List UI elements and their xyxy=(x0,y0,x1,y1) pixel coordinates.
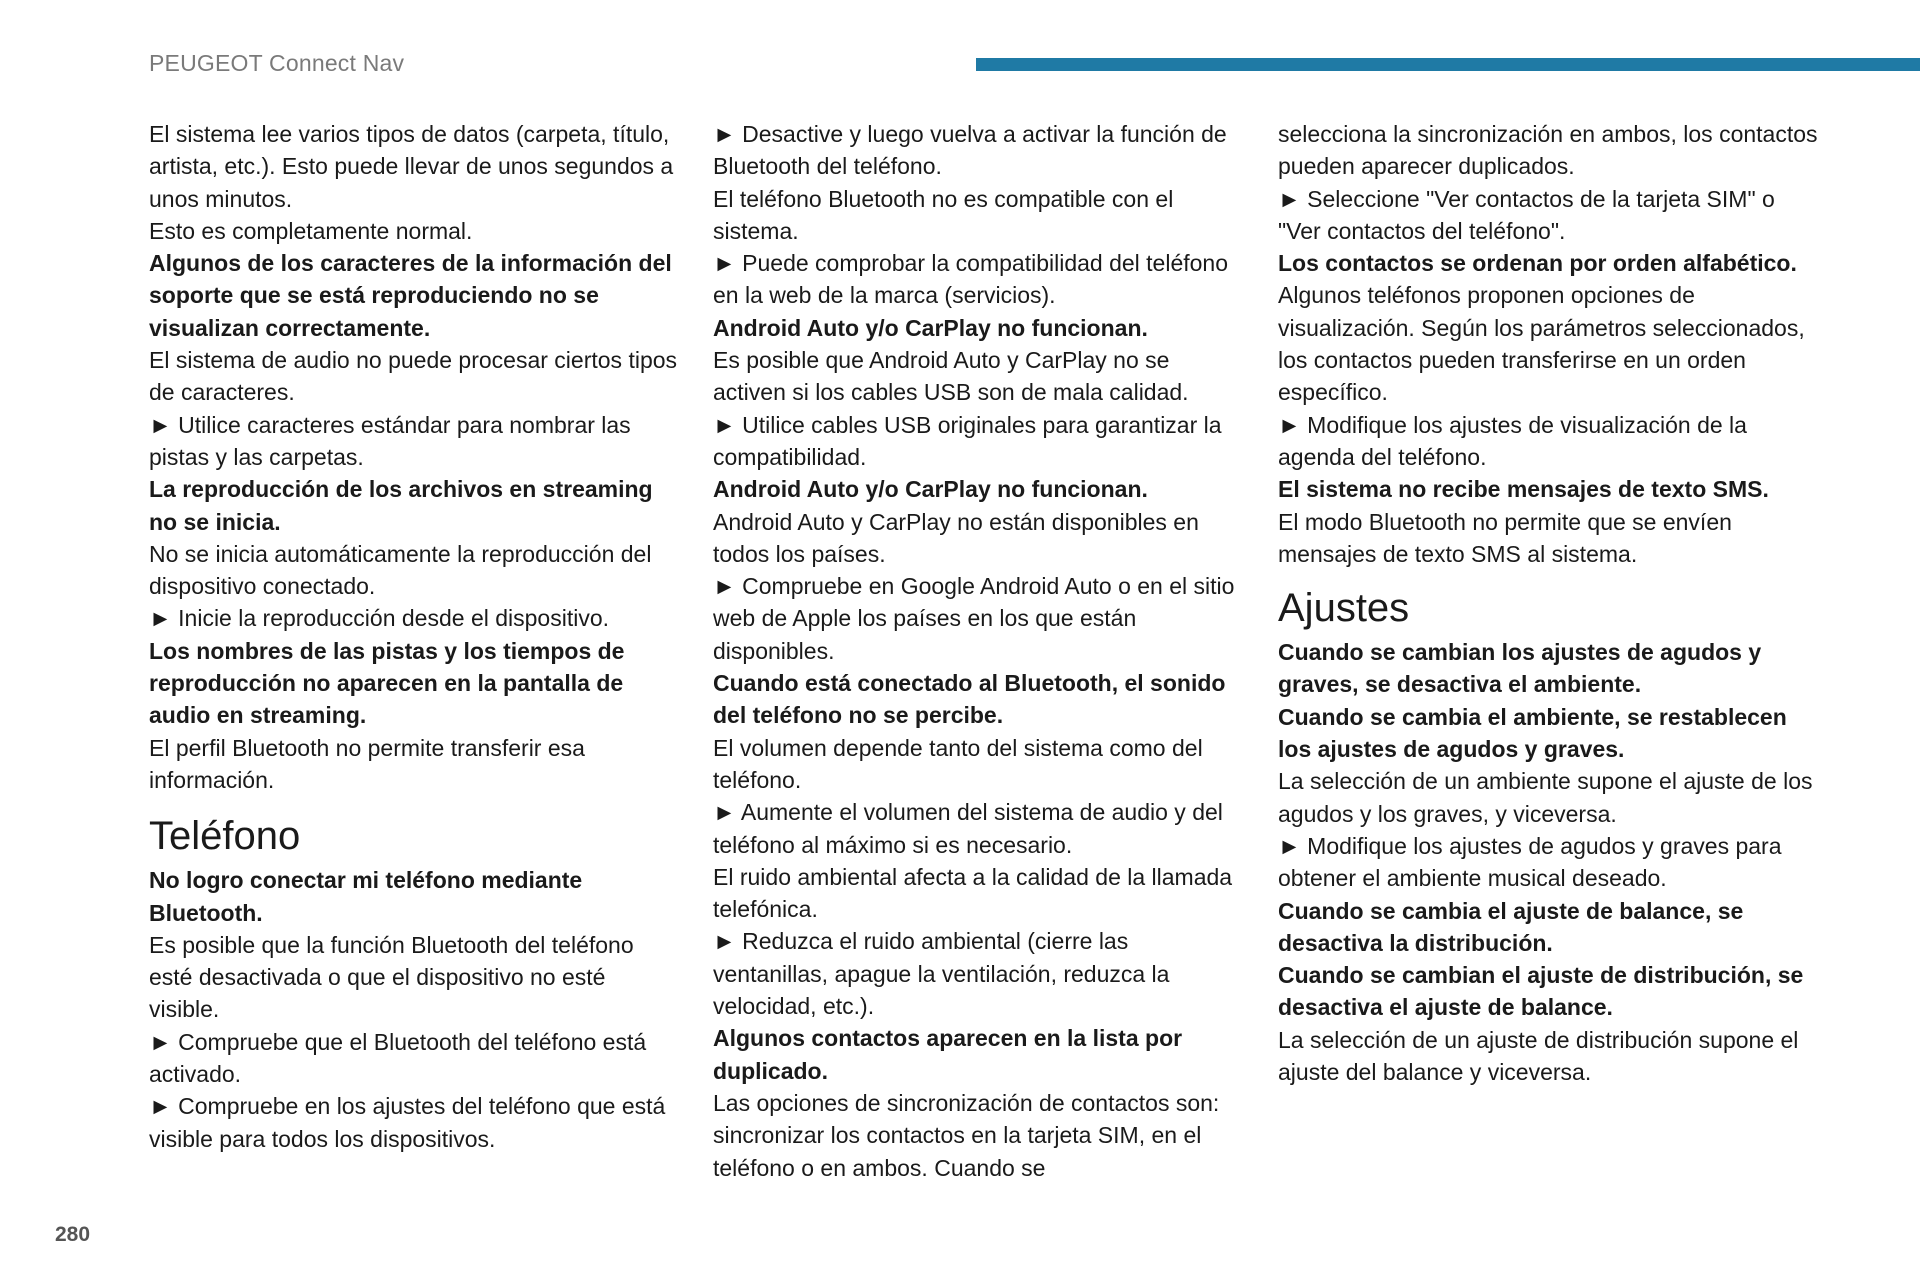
troubleshooting-question: Algunos de los caracteres de la información del soporte que se está reproduciendo no se visualizan correctamente. xyxy=(149,250,672,341)
body-paragraph: selecciona la sincronización en ambos, los contactos pueden aparecer duplicados. xyxy=(1278,121,1818,180)
action-step: ► Aumente el volumen del sistema de audio y del teléfono al máximo si es necesario. xyxy=(713,799,1223,858)
troubleshooting-question: Los contactos se ordenan por orden alfabético. xyxy=(1278,250,1797,277)
action-step: ► Compruebe en los ajustes del teléfono que está visible para todos los dispositivos. xyxy=(149,1093,666,1152)
page-number: 280 xyxy=(55,1223,91,1246)
body-paragraph: El sistema de audio no puede procesar ciertos tipos de caracteres. xyxy=(149,347,678,406)
header-accent-bar xyxy=(976,58,1920,71)
body-paragraph: La selección de un ajuste de distribución supone el ajuste del balance y viceversa. xyxy=(1278,1026,1799,1086)
troubleshooting-question: Cuando está conectado al Bluetooth, el sonido del teléfono no se percibe. xyxy=(713,670,1226,729)
body-paragraph: Es posible que la función Bluetooth del teléfono esté desactivada o que el dispositivo no esté visible. xyxy=(149,931,634,1023)
action-step: ► Inicie la reproducción desde el dispositivo. xyxy=(149,605,610,632)
troubleshooting-question: Cuando se cambia el ajuste de balance, se desactiva la distribución. xyxy=(1278,897,1744,956)
troubleshooting-question: Cuando se cambian los ajustes de agudos y graves, se desactiva el ambiente. xyxy=(1278,639,1762,698)
troubleshooting-question: Algunos contactos aparecen en la lista por duplicado. xyxy=(713,1025,1183,1084)
troubleshooting-question: Los nombres de las pistas y los tiempos de reproducción no aparecen en la pantalla de audio en streaming. xyxy=(149,637,625,729)
troubleshooting-question: No logro conectar mi teléfono mediante Bluetooth. xyxy=(149,867,583,926)
body-paragraph: El volumen depende tanto del sistema como del teléfono. xyxy=(713,734,1203,793)
action-step: ► Puede comprobar la compatibilidad del teléfono en la web de la marca (servicios). xyxy=(713,250,1229,309)
troubleshooting-question: Android Auto y/o CarPlay no funcionan. xyxy=(713,476,1148,503)
body-paragraph: La selección de un ambiente supone el ajuste de los agudos y los graves, y viceversa. xyxy=(1278,768,1813,827)
body-paragraph: El sistema lee varios tipos de datos (carpeta, título, artista, etc.). Esto puede llevar de unos segundos a unos minutos. xyxy=(149,121,674,212)
body-paragraph: El ruido ambiental afecta a la calidad de la llamada telefónica. xyxy=(713,863,1233,923)
action-step: ► Seleccione "Ver contactos de la tarjeta SIM" o "Ver contactos del teléfono". xyxy=(1278,185,1775,244)
action-step: ► Modifique los ajustes de agudos y graves para obtener el ambiente musical deseado. xyxy=(1278,832,1782,892)
running-header-title: PEUGEOT Connect Nav xyxy=(149,50,405,76)
action-step: ► Utilice cables USB originales para garantizar la compatibilidad. xyxy=(713,411,1222,470)
body-paragraph: Es posible que Android Auto y CarPlay no se activen si los cables USB son de mala calidad. xyxy=(713,347,1189,406)
text-column-1 xyxy=(149,118,679,1155)
body-paragraph: El teléfono Bluetooth no es compatible con el sistema. xyxy=(713,185,1174,244)
action-step: ► Utilice caracteres estándar para nombrar las pistas y las carpetas. xyxy=(149,411,631,470)
action-step: ► Compruebe que el Bluetooth del teléfono está activado. xyxy=(149,1028,647,1088)
body-paragraph: El perfil Bluetooth no permite transferir esa información. xyxy=(149,734,585,793)
section-heading: Ajustes xyxy=(1278,586,1410,631)
body-paragraph: Las opciones de sincronización de contactos son: sincronizar los contactos en la tarjeta SIM, en el teléfono o en ambos. Cuando se xyxy=(713,1089,1220,1181)
troubleshooting-question: Cuando se cambian el ajuste de distribución, se desactiva el ajuste de balance. xyxy=(1278,962,1804,1021)
action-step: ► Compruebe en Google Android Auto o en el sitio web de Apple los países en los que están disponibles. xyxy=(713,573,1235,664)
troubleshooting-question: La reproducción de los archivos en streaming no se inicia. xyxy=(149,476,653,535)
body-paragraph: No se inicia automáticamente la reproducción del dispositivo conectado. xyxy=(149,540,652,600)
body-paragraph: El modo Bluetooth no permite que se envíen mensajes de texto SMS al sistema. xyxy=(1278,508,1732,567)
body-paragraph: Esto es completamente normal. xyxy=(149,217,473,244)
body-paragraph: Algunos teléfonos proponen opciones de visualización. Según los parámetros seleccionados, los contactos pueden transferirse en un orden específico. xyxy=(1278,282,1805,406)
troubleshooting-question: Android Auto y/o CarPlay no funcionan. xyxy=(713,314,1148,341)
text-column-3 xyxy=(1278,118,1818,1088)
action-step: ► Modifique los ajustes de visualización de la agenda del teléfono. xyxy=(1278,411,1747,470)
section-heading: Teléfono xyxy=(149,814,301,859)
action-step: ► Reduzca el ruido ambiental (cierre las ventanillas, apague la ventilación, reduzca la velocidad, etc.). xyxy=(713,928,1170,1020)
body-paragraph: Android Auto y CarPlay no están disponibles en todos los países. xyxy=(713,508,1199,567)
action-step: ► Desactive y luego vuelva a activar la función de Bluetooth del teléfono. xyxy=(713,121,1227,180)
troubleshooting-question: El sistema no recibe mensajes de texto SMS. xyxy=(1278,476,1769,503)
text-column-2 xyxy=(713,118,1243,1184)
troubleshooting-question: Cuando se cambia el ambiente, se restablecen los ajustes de agudos y graves. xyxy=(1278,703,1787,763)
